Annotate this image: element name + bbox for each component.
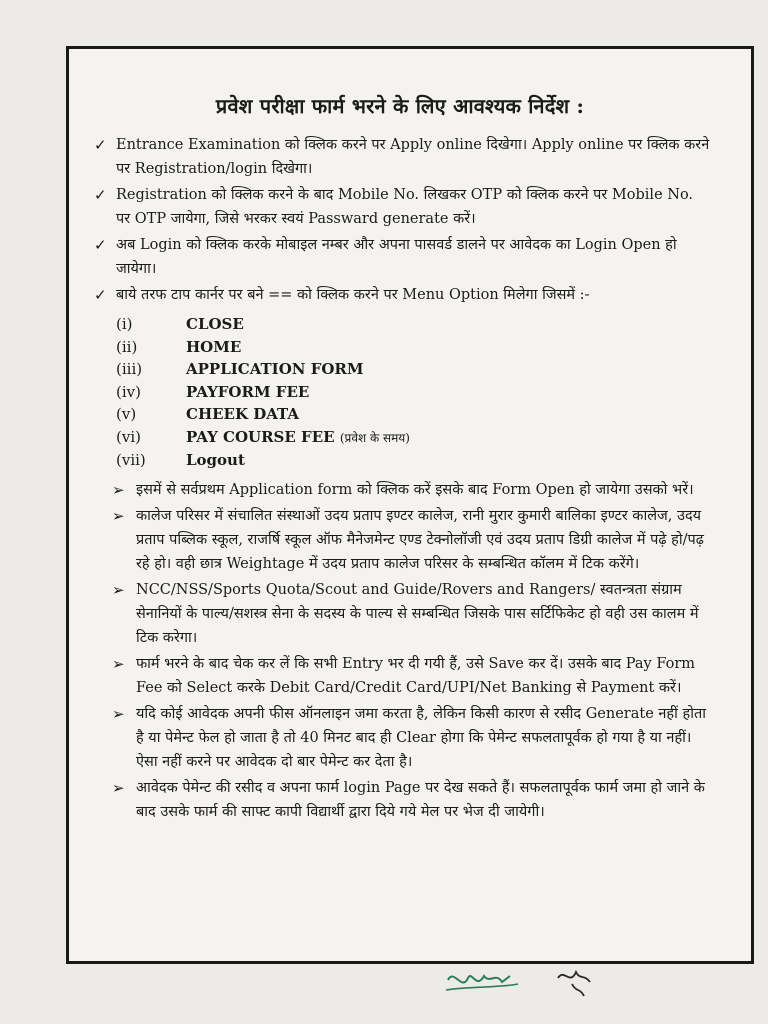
bullet-text: Registration को क्लिक करने के बाद Mobile No. लिखकर OTP को क्लिक करने पर Mobile No. पर OTP जायेगा, जिसे भरकर स्वयं Passward generate करें। <box>116 187 694 227</box>
signature-stroke <box>448 976 510 983</box>
menu-option-list <box>116 313 710 472</box>
menu-option-note: (प्रवेश के समय) <box>339 430 410 445</box>
arrow-icon: ➢ <box>112 506 125 525</box>
list-item <box>90 776 710 824</box>
menu-option-number: (vi) <box>116 427 141 446</box>
menu-option-number: (ii) <box>116 337 138 356</box>
menu-option-number: (vii) <box>116 451 146 469</box>
bullet-text: आवेदक पेमेन्ट की रसीद व अपना फार्म login Page पर देख सकते हैं। सफलतापूर्वक फार्म जमा हो जाने के बाद उसके फार्म की साफ्ट कापी विद्यार्थी द्वारा दिये गये मेल पर भेज दी जायेगी। <box>136 779 705 820</box>
menu-option-row <box>116 381 710 404</box>
list-item <box>90 504 710 576</box>
list-item <box>90 283 710 307</box>
signature-initials <box>558 972 590 996</box>
bullet-text: फार्म भरने के बाद चेक कर लें कि सभी Entry भर दी गयी हैं, उसे Save कर दें। उसके बाद Pay Form Fee को Select करके Debit Card/Credit Card/UPI/Net Banking से Payment करें। <box>136 655 696 696</box>
arrow-icon: ➢ <box>112 778 125 797</box>
bullet-text: कालेज परिसर में संचालित संस्थाओं उदय प्रताप इण्टर कालेज, रानी मुरार कुमारी बालिका इण्टर कालेज, उदय प्रताप पब्लिक स्कूल, राजर्षि स्कूल ऑफ मैनेजमेन्ट एण्ड टेक्नोलॉजी एवं उदय प्रताप डिग्री कालेज में पढ़े हो/पढ़ रहे हो। वही छात्र Weightage में उदय प्रताप कालेज परिसर के सम्बन्धित कॉलम में टिक करेंगे। <box>136 507 704 572</box>
bullet-text: इसमें से सर्वप्रथम Application form को क्लिक करें इसके बाद Form Open हो जायेगा उसको भरें। <box>136 481 694 498</box>
menu-option-row <box>116 426 710 450</box>
bullet-text: अब Login को क्लिक करके मोबाइल नम्बर और अपना पासवर्ड डालने पर आवेदक का Login Open हो जायेगा। <box>116 237 677 277</box>
bullet-text: बाये तरफ टाप कार्नर पर बने == को क्लिक करने पर Menu Option मिलेगा जिसमें :- <box>116 287 590 303</box>
arrow-bullet-list <box>90 478 710 824</box>
arrow-icon: ➢ <box>112 704 125 723</box>
menu-option-row <box>116 449 710 472</box>
bullet-text: Entrance Examination को क्लिक करने पर Apply online दिखेगा। Apply online पर क्लिक करने पर Registration/login दिखेगा। <box>116 137 710 177</box>
menu-option-number: (v) <box>116 405 137 423</box>
menu-option-label: PAY COURSE FEE (प्रवेश के समय) <box>186 427 410 446</box>
check-icon: ✓ <box>94 236 107 254</box>
menu-option-row <box>116 336 710 359</box>
check-icon: ✓ <box>94 286 107 304</box>
list-item <box>90 133 710 181</box>
bullet-text: NCC/NSS/Sports Quota/Scout and Guide/Rovers and Rangers/ स्वतन्त्रता संग्राम सेनानियों के पाल्य/सशस्त्र सेना के सदस्य के पाल्य से सम्बन्धित जिसके पास सर्टिफिकेट हो वही उस कालम में टिक करेगा। <box>136 581 699 646</box>
menu-option-row <box>116 403 710 426</box>
menu-option-label: PAYFORM FEE <box>186 382 310 401</box>
list-item <box>90 702 710 774</box>
list-item <box>90 652 710 700</box>
menu-option-number: (iii) <box>116 360 143 378</box>
page-title: प्रवेश परीक्षा फार्म भरने के लिए आवश्यक निर्देश : <box>215 94 585 118</box>
handwritten-signature <box>440 962 600 1002</box>
check-icon: ✓ <box>94 136 107 154</box>
list-item <box>90 578 710 650</box>
menu-option-label: Logout <box>186 451 245 469</box>
menu-option-label: APPLICATION FORM <box>186 360 364 378</box>
bullet-text: यदि कोई आवेदक अपनी फीस ऑनलाइन जमा करता है, लेकिन किसी कारण से रसीद Generate नहीं होता है या पेमेन्ट फेल हो जाता है तो 40 मिनट बाद ही Clear होगा कि पेमेन्ट सफलतापूर्वक हो गया है या नहीं। ऐसा नहीं करने पर आवेदक दो बार पेमेन्ट कर देता है। <box>136 705 706 770</box>
arrow-icon: ➢ <box>112 480 125 499</box>
list-item <box>90 478 710 502</box>
arrow-icon: ➢ <box>112 580 125 599</box>
menu-option-label: CLOSE <box>186 315 244 333</box>
menu-option-row <box>116 313 710 336</box>
check-icon: ✓ <box>94 186 107 204</box>
menu-option-number: (iv) <box>116 382 141 401</box>
menu-option-number: (i) <box>116 315 133 333</box>
menu-option-label: CHEEK DATA <box>186 405 300 423</box>
list-item <box>90 183 710 231</box>
arrow-icon: ➢ <box>112 654 125 673</box>
check-bullet-list <box>90 133 710 307</box>
menu-option-label: HOME <box>186 337 242 356</box>
list-item <box>90 233 710 281</box>
menu-option-row <box>116 358 710 381</box>
document-content <box>90 92 710 826</box>
signature-underline <box>446 984 518 990</box>
